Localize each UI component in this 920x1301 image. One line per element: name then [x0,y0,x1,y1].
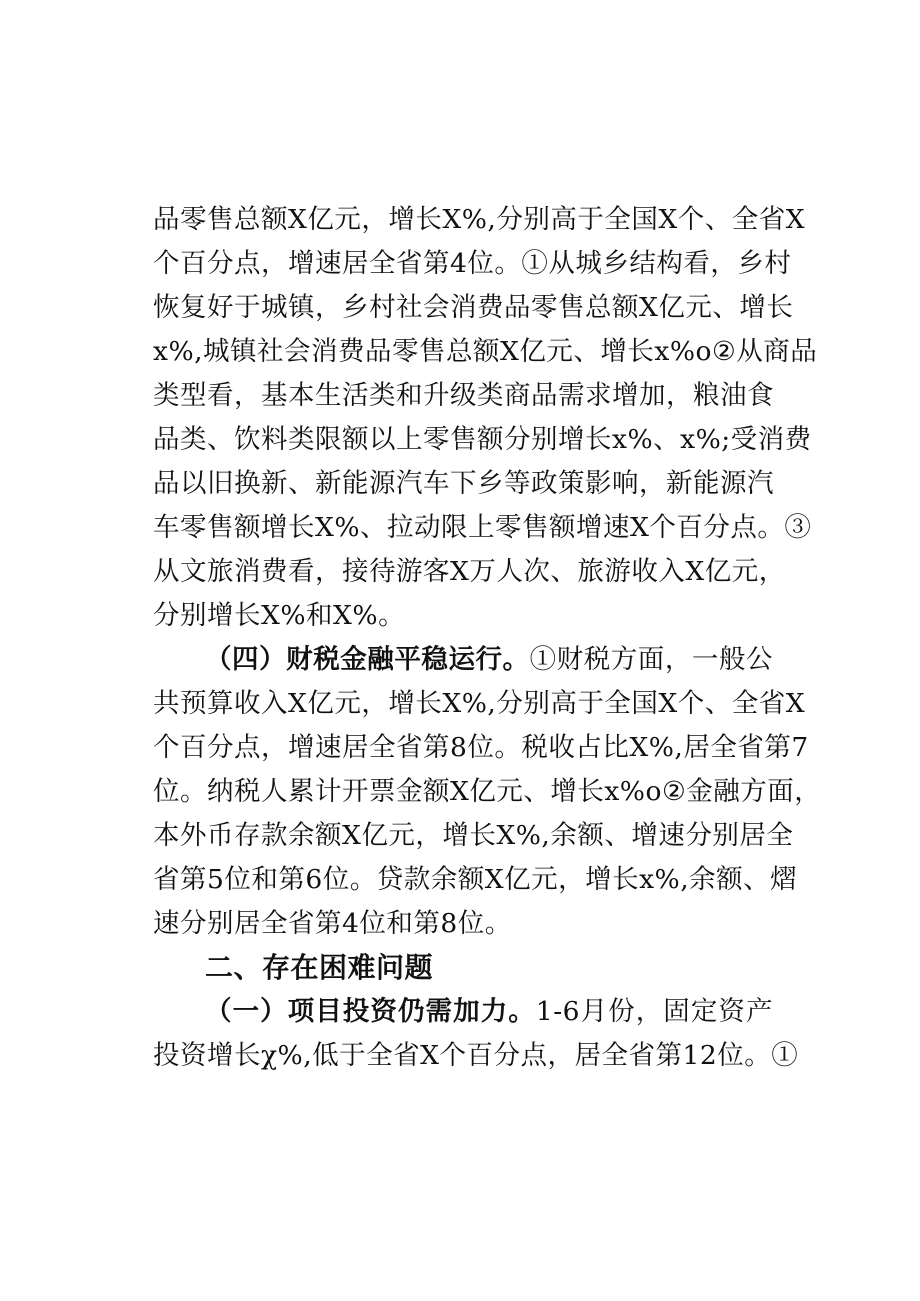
text-line: 投资增长χ%,低于全省X个百分点，居全省第12位。① [153,1040,799,1071]
paragraph-first-line [205,992,773,1032]
paragraph-title: （四）财税金融平稳运行。 [205,644,530,675]
text-line: 车零售额增长X%、拉动限上零售额增速X个百分点。③ [153,512,812,543]
text-line: 个百分点，增速居全省第4位。①从城乡结构看，乡村 [153,248,792,279]
section-heading: 二、存在困难问题 [205,951,434,984]
text-line: 速分别居全省第4位和第8位。 [153,908,512,939]
text-line: 共预算收入X亿元，增长X%,分别高于全国X个、全省X [153,688,806,719]
text-line: 个百分点，增速居全省第8位。税收占比X%,居全省第7 [153,732,809,763]
text-line: 分别增长X%和X%。 [153,600,406,631]
text-line: 品以旧换新、新能源汽车下乡等政策影响，新能源汽 [153,468,774,499]
text-line: 本外币存款余额X亿元，增长X%,余额、增速分别居全 [153,820,794,851]
text-line: 品零售总额X亿元，增长X%,分别高于全国X个、全省X [153,204,806,235]
paragraph-first-line [205,640,773,680]
text-line: 恢复好于城镇，乡村社会消费品零售总额X亿元、增长 [153,292,794,323]
text-span: 1-6月份，固定资产 [535,996,774,1027]
text-line: x%,城镇社会消费品零售总额X亿元、增长x%o②从商品 [153,336,818,367]
paragraph-title: （一）项目投资仍需加力。 [205,996,536,1027]
text-span: ①财税方面，一般公 [529,644,774,675]
text-line: 品类、饮料类限额以上零售额分别增长x%、x%;受消费 [153,424,812,455]
text-line: 省第5位和第6位。贷款余额X亿元，增长x%,余额、熠 [153,864,798,895]
text-line: 类型看，基本生活类和升级类商品需求增加，粮油食 [153,380,774,411]
text-line: 位。纳税人累计开票金额X亿元、增长x%o②金融方面， [153,776,822,807]
text-line: 从文旅消费看，接待游客X万人次、旅游收入X亿元， [153,556,786,587]
